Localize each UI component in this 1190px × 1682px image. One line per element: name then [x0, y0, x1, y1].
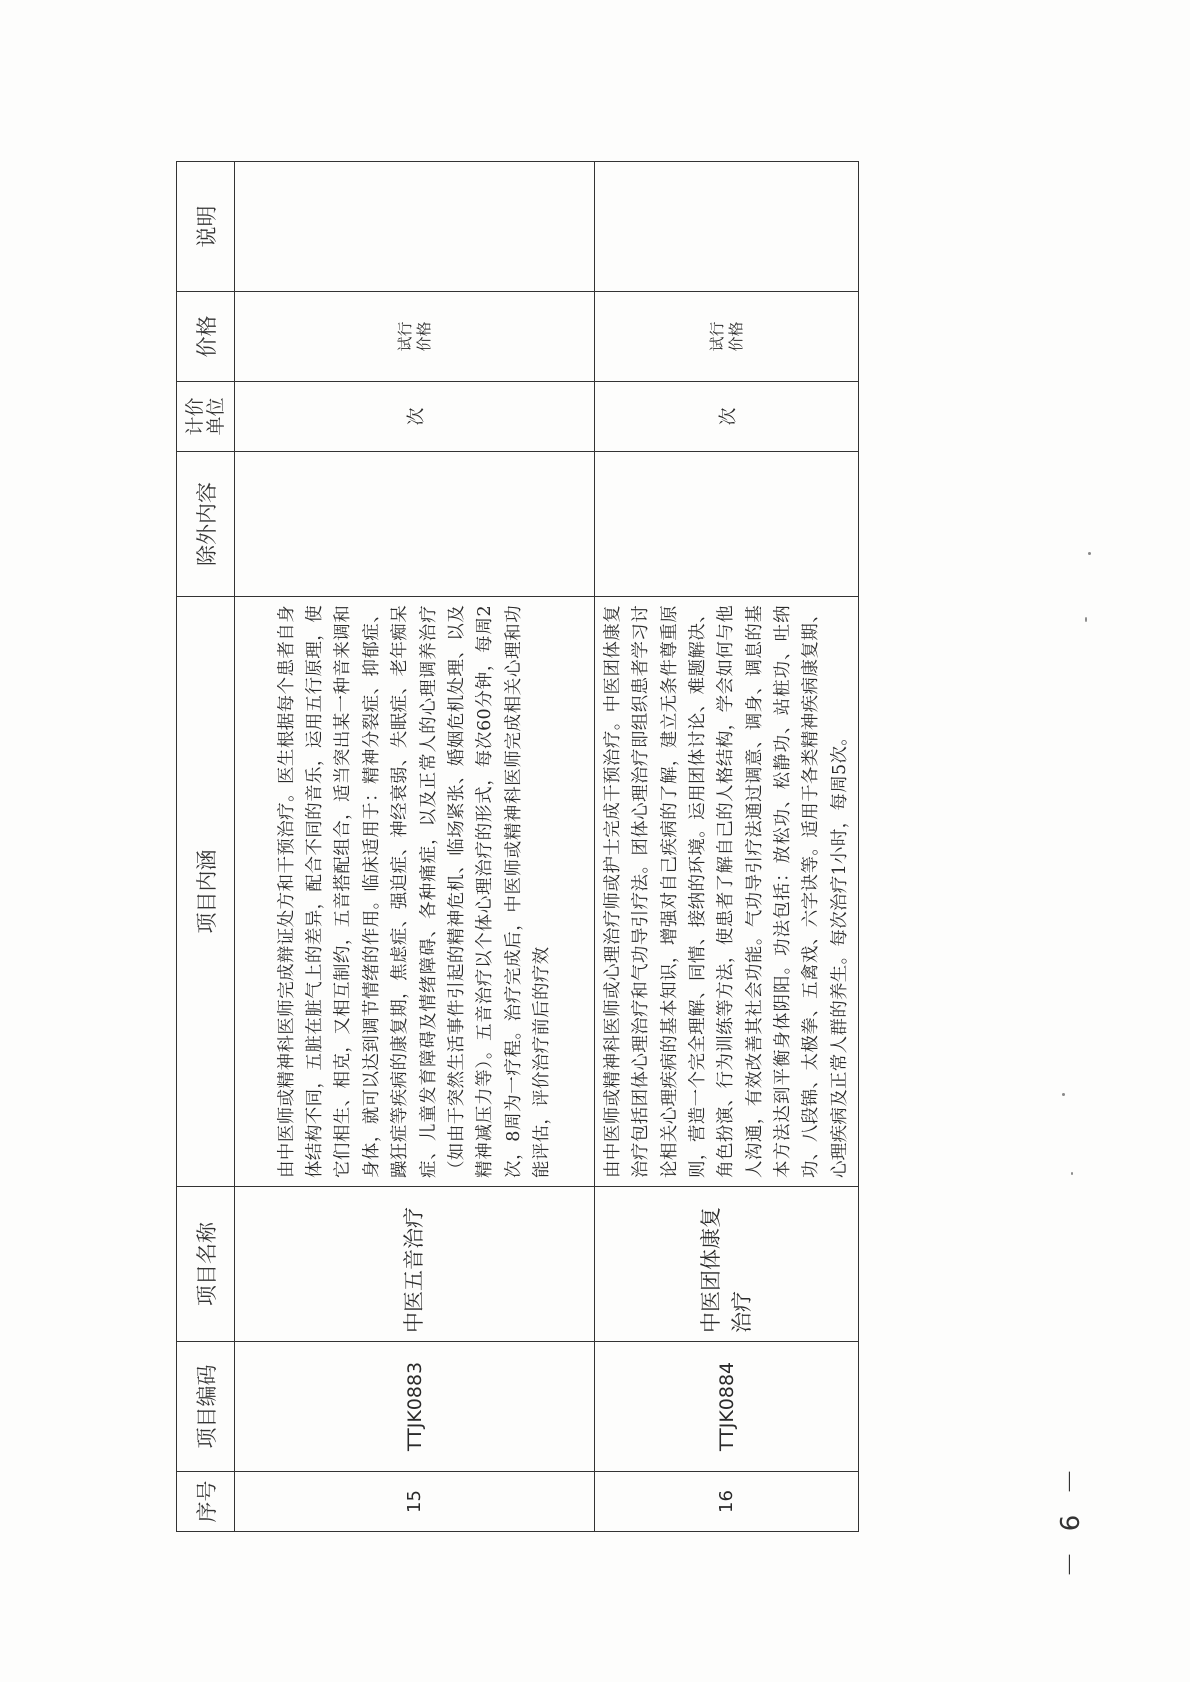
row-notes: [235, 162, 595, 292]
header-notes: 说明: [177, 162, 235, 292]
row-price: [595, 292, 859, 382]
header-content: 项目内涵: [177, 597, 235, 1187]
row-price-text: 试行价格: [395, 321, 433, 352]
row-price-text: 试行价格: [707, 321, 745, 352]
header-name: 项目名称: [177, 1187, 235, 1342]
row-unit: 次: [595, 382, 859, 452]
header-unit: 计价单位: [177, 382, 235, 452]
header-price: 价格: [177, 292, 235, 382]
page-number: － 6 －: [1056, 1462, 1086, 1578]
table-row: [595, 162, 859, 1532]
table-header-row: [177, 162, 235, 1532]
header-seq: 序号: [177, 1472, 235, 1532]
row-exclusions: [235, 452, 595, 597]
row-notes: [595, 162, 859, 292]
header-exclusions: 除外内容: [177, 452, 235, 597]
row-code: TTJK0883: [235, 1342, 595, 1472]
row-name: 中医团体康复治疗: [595, 1187, 859, 1342]
row-price: [235, 292, 595, 382]
row-code: TTJK0884: [595, 1342, 859, 1472]
rotated-table-container: [176, 162, 848, 1532]
row-name: 中医五音治疗: [235, 1187, 595, 1342]
row-content: 由中医师或精神科医师完成辩证处方和干预治疗。医生根据每个患者自身体结构不同，五脏在脏气上的差异，配合不同的音乐，运用五行原理，使它们相生、相克，又相互制约，五音搭配组合，适当突出某一种音来调和身体，就可以达到调节情绪的作用。临床适用于：精神分裂症、抑郁症、躁狂症等疾病的康复期，焦虑症、强迫症、神经衰弱、失眠症、老年痴呆症、儿童发育障碍及情绪障碍、各种痛症，以及正常人的心理调养治疗（如由于突然生活事件引起的精神危机、临场紧张、婚姻危机处理、以及精神减压力等）。五音治疗以个体心理治疗的形式，每次60分钟，每周2次，8周为一疗程。治疗完成后，中医师或精神科医师完成相关心理和功能评估，评价治疗前后的疗效: [235, 597, 595, 1187]
scan-speck: [1085, 617, 1087, 622]
scan-speck: [1071, 1172, 1073, 1175]
row-seq: 15: [235, 1472, 595, 1532]
table-row: [235, 162, 595, 1532]
row-unit: 次: [235, 382, 595, 452]
row-seq: 16: [595, 1472, 859, 1532]
scan-speck: [1088, 552, 1091, 555]
row-content: 由中医师或精神科医师或心理治疗师或护士完成干预治疗。中医团体康复治疗包括团体心理治疗和气功导引疗法。团体心理治疗即组织患者学习讨论相关心理疾病的基本知识，增强对自己疾病的了解，建立无条件尊重原则，营造一个完全理解、同情、接纳的环境。运用团体讨论、难题解决、角色扮演、行为训练等方法，使患者了解自己的人格结构，学会如何与他人沟通，有效改善其社会功能。气功导引疗法通过调意、调身、调息的基本方法达到平衡身体阴阳。功法包括：放松功、松静功、站桩功、吐纳功、八段锦、太极拳、五禽戏、六字诀等。适用于各类精神疾病康复期、心理疾病及正常人群的养生。每次治疗1小时，每周5次。: [595, 597, 859, 1187]
scan-speck: [1062, 1093, 1065, 1096]
header-code: 项目编码: [177, 1342, 235, 1472]
pricing-table: [176, 161, 859, 1532]
row-exclusions: [595, 452, 859, 597]
